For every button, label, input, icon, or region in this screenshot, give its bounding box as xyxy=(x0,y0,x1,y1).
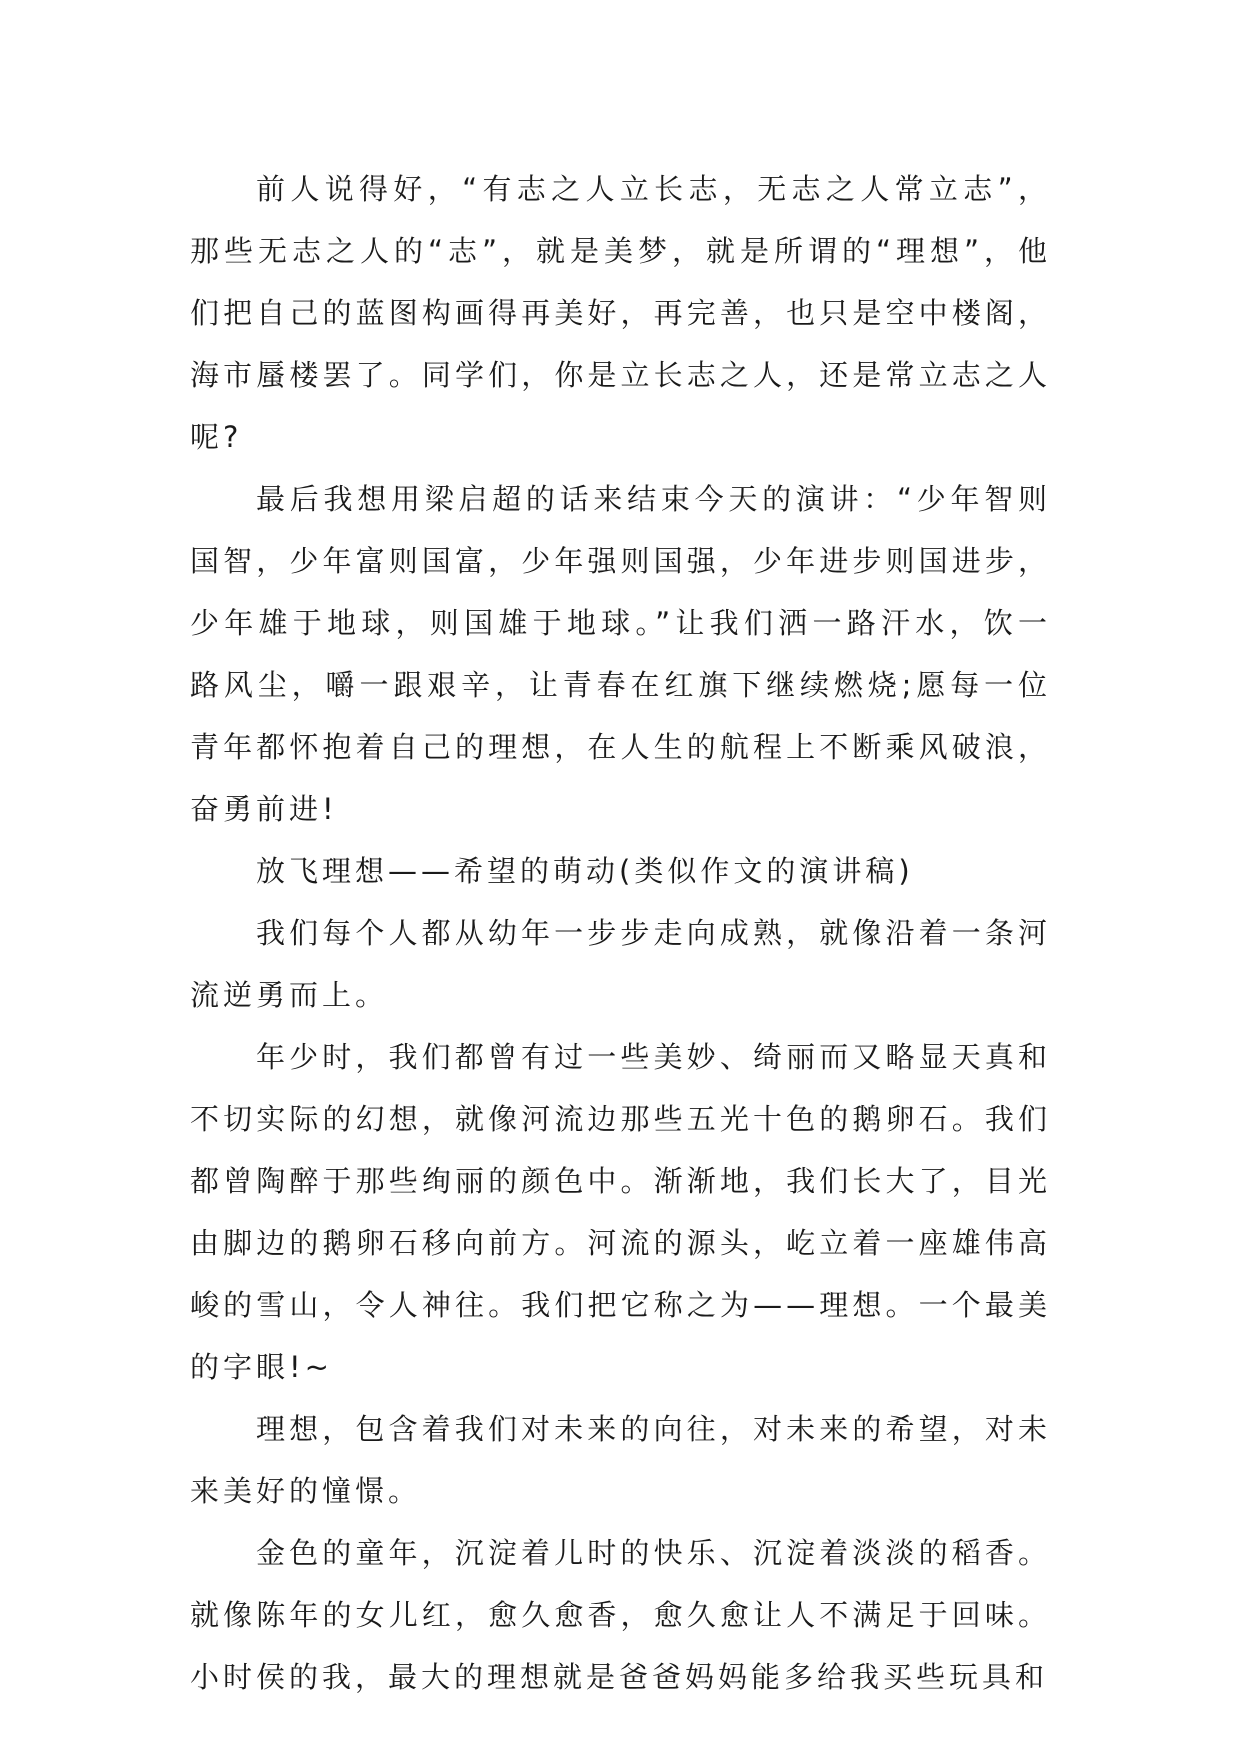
paragraph-2: 最后我想用梁启超的话来结束今天的演讲：“少年智则国智，少年富则国富，少年强则国强，少年进步则国进步，少年雄于地球，则国雄于地球。”让我们洒一路汗水，饮一路风尘，嚼一跟艰辛，让青春在红旗下继续燃烧;愿每一位青年都怀抱着自己的理想，在人生的航程上不断乘风破浪，奋勇前进! xyxy=(190,482,1051,826)
paragraph-6: 金色的童年，沉淀着儿时的快乐、沉淀着淡淡的稻香。就像陈年的女儿红，愈久愈香，愈久愈让人不满足于回味。小时侯的我，最大的理想就是爸爸妈妈能多给我买些玩具和 xyxy=(190,1536,1051,1694)
paragraph-4: 年少时，我们都曾有过一些美妙、绮丽而又略显天真和不切实际的幻想，就像河流边那些五光十色的鹅卵石。我们都曾陶醉于那些绚丽的颜色中。渐渐地，我们长大了，目光由脚边的鹅卵石移向前方。河流的源头，屹立着一座雄伟高峻的雪山，令人神往。我们把它称之为——理想。一个最美的字眼!~ xyxy=(190,1040,1051,1384)
paragraph-3: 我们每个人都从幼年一步步走向成熟，就像沿着一条河流逆勇而上。 xyxy=(190,916,1051,1012)
section-heading: 放飞理想——希望的萌动(类似作文的演讲稿) xyxy=(256,854,914,888)
paragraph-5: 理想，包含着我们对未来的向往，对未来的希望，对未来美好的憧憬。 xyxy=(190,1412,1051,1508)
paragraph-1: 前人说得好，“有志之人立长志，无志之人常立志”，那些无志之人的“志”，就是美梦，就是所谓的“理想”，他们把自己的蓝图构画得再美好，再完善，也只是空中楼阁，海市蜃楼罢了。同学们，你是立长志之人，还是常立志之人呢? xyxy=(190,172,1051,454)
